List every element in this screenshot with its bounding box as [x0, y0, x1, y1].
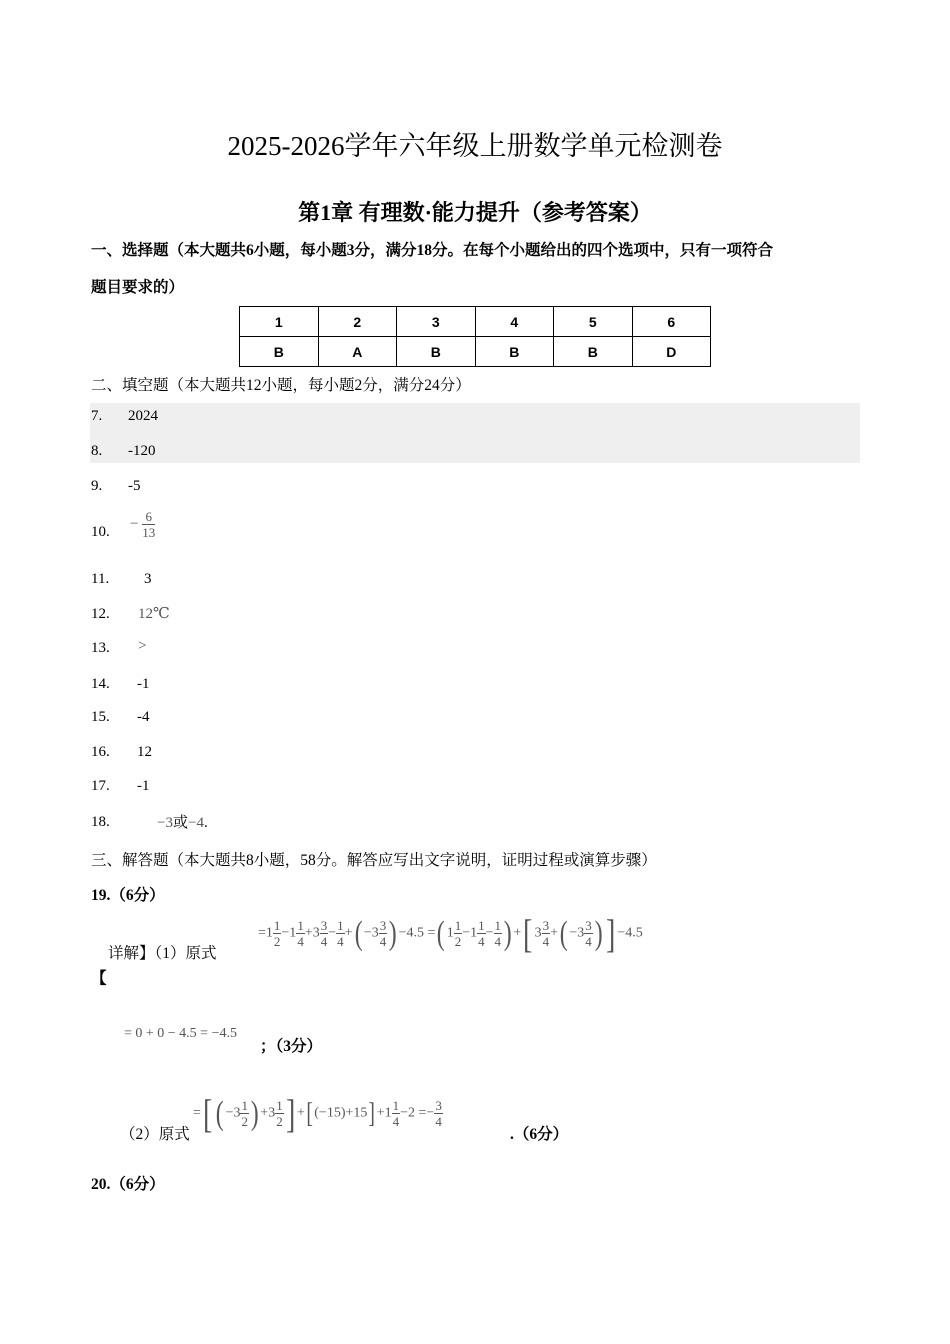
- fill-item-answer: [157, 811, 208, 832]
- q19-part1-expression: =1 $\frac{1}{2}$ −1 $\frac{1}{4}$ +3 $\frac{3}{4}$ − $\frac{1}{4}$ +( −3 $\frac{3}{4}$ ) −4.5 =( 1 $\frac{1}{2}$ −1 $\frac{1}{4}$ − $\frac{1}{4}$ ) +[ 3 $\frac{3}{4}$ +( −3 $\frac{3}{4}$ )] −4.5: [258, 911, 643, 956]
- fill-item-answer: -5: [128, 478, 141, 494]
- fill-item-number: 8.: [91, 443, 103, 459]
- fill-item-answer: >: [138, 638, 147, 654]
- fill-item-number: 14.: [91, 676, 110, 692]
- table-answer-row: [240, 337, 711, 367]
- q19-part2-label: （2）原式: [120, 1126, 190, 1143]
- fill-item-number: 15.: [91, 709, 110, 725]
- q19-detail-label: 详解】（1）原式: [108, 945, 217, 962]
- q19-step1-score: ；（3分）: [260, 1038, 323, 1055]
- fill-item-answer: 12℃: [138, 606, 170, 622]
- table-answer-cell: A: [318, 337, 397, 367]
- section1-heading-line2: 题目要求的）: [91, 279, 185, 296]
- fill-item-number: 10.: [91, 524, 110, 540]
- table-answer-cell: B: [475, 337, 554, 367]
- table-header-cell: 5: [554, 307, 633, 337]
- q19-part2-expression: =[ ( −3 $\frac{1}{2}$ ) +3 $\frac{1}{2}$ ] +[(−15)+15]+1 $\frac{1}{4}$ −2 =− $\frac{3}{4}$: [193, 1091, 442, 1136]
- table-header-cell: 1: [240, 307, 319, 337]
- section3-heading: 三、解答题（本大题共8小题，58分。解答应写出文字说明，证明过程或演算步骤）: [91, 852, 657, 869]
- page-subtitle: 第1章 有理数·能力提升（参考答案）: [298, 200, 652, 225]
- q19-label: 19.（6分）: [91, 887, 165, 904]
- fill-item-number: 17.: [91, 778, 110, 794]
- table-answer-cell: B: [554, 337, 633, 367]
- table-header-cell: 4: [475, 307, 554, 337]
- answer-part-a: −3: [157, 815, 173, 831]
- highlight-band: [90, 403, 860, 463]
- answer-part-b: −4: [187, 815, 204, 831]
- fraction-numerator: 6: [142, 510, 155, 525]
- fill-item-answer: -4: [137, 709, 150, 725]
- fill-item-answer: 12: [137, 744, 152, 760]
- answer-or: 或: [172, 815, 188, 831]
- fill-item-answer-fraction: [130, 510, 155, 539]
- fill-item-answer: -120: [128, 443, 156, 459]
- table-header-row: [240, 307, 711, 337]
- fill-item-answer: -1: [137, 778, 150, 794]
- fraction-denominator: 13: [142, 525, 156, 540]
- section2-heading: 二、填空题（本大题共12小题，每小题2分，满分24分）: [91, 377, 471, 394]
- fill-item-number: 7.: [91, 408, 103, 424]
- q19-part2-score: .（6分）: [510, 1126, 569, 1143]
- page-title: 2025-2026学年六年级上册数学单元检测卷: [227, 131, 723, 161]
- table-answer-cell: B: [397, 337, 476, 367]
- fill-item-number: 9.: [91, 478, 103, 494]
- answer-end: .: [203, 815, 208, 831]
- table-answer-cell: D: [632, 337, 711, 367]
- fraction: [142, 510, 155, 539]
- fill-item-number: 11.: [91, 571, 110, 587]
- table-header-cell: 3: [397, 307, 476, 337]
- fill-item-answer: 3: [144, 571, 152, 587]
- q19-bracket: 【: [91, 970, 107, 987]
- section1-heading-line1: 一、选择题（本大题共6小题，每小题3分，满分18分。在每个小题给出的四个选项中，只有一项符合: [91, 242, 774, 259]
- fill-item-number: 16.: [91, 744, 110, 760]
- fill-item-number: 18.: [91, 814, 110, 830]
- table-header-cell: 6: [632, 307, 711, 337]
- fill-item-answer: -1: [137, 676, 150, 692]
- fraction-sign: −: [130, 516, 139, 532]
- table-header-cell: 2: [318, 307, 397, 337]
- answer-table: [239, 306, 711, 367]
- fill-item-number: 13.: [91, 640, 110, 656]
- q20-label: 20.（6分）: [91, 1176, 165, 1193]
- fill-item-answer: 2024: [128, 408, 158, 424]
- fill-item-number: 12.: [91, 606, 110, 622]
- q19-step1-result: = 0 + 0 − 4.5 = −4.5: [124, 1026, 237, 1041]
- table-answer-cell: B: [240, 337, 319, 367]
